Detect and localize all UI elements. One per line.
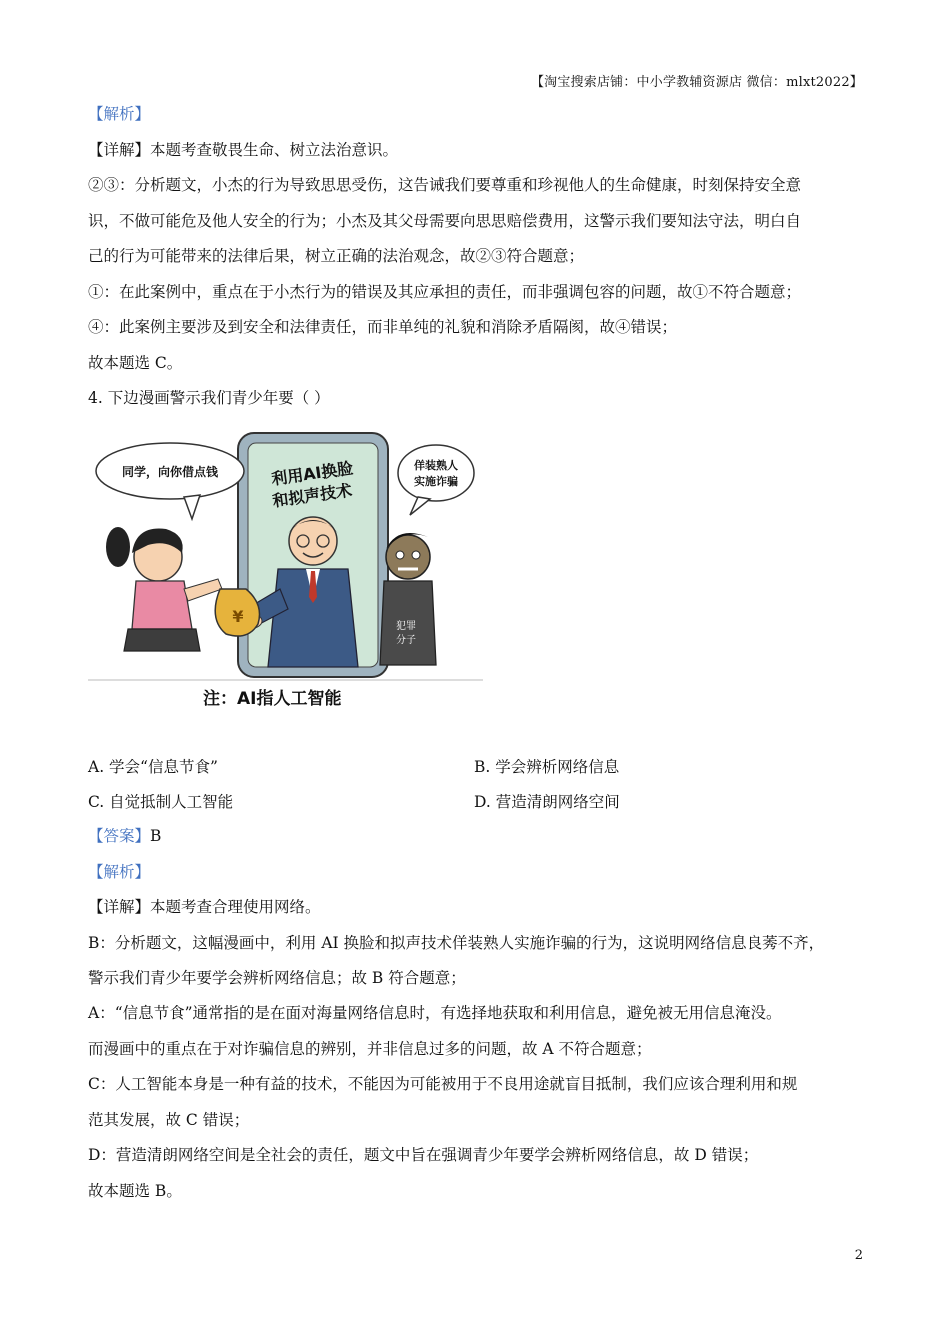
option-d: D. 营造清朗网络空间 bbox=[474, 793, 620, 811]
q3-line: ①：在此案例中，重点在于小杰行为的错误及其应承担的责任，而非强调包容的问题，故①不符合题意； bbox=[88, 283, 802, 301]
phone-title-2: 和拟声技术 bbox=[271, 480, 354, 511]
comic-note: 注：AI指人工智能 bbox=[203, 689, 342, 709]
q3-line: ④：此案例主要涉及到安全和法律责任，而非单纯的礼貌和消除矛盾隔阂，故④错误； bbox=[88, 318, 678, 336]
page-header: 【淘宝搜索店铺：中小学教辅资源店 微信：mlxt2022】 bbox=[530, 75, 863, 90]
answer-value: B bbox=[150, 827, 162, 845]
q3-line: 【详解】本题考查敬畏生命、树立法治意识。 bbox=[88, 141, 399, 159]
option-b: B. 学会辨析网络信息 bbox=[474, 758, 620, 776]
q3-line: 故本题选 C。 bbox=[88, 354, 183, 372]
phone-title-1: 利用AI换脸 bbox=[270, 458, 355, 489]
speech-bubble-right-2: 实施诈骗 bbox=[414, 475, 458, 488]
q4-line: 而漫画中的重点在于对诈骗信息的辨别，并非信息过多的问题，故 A 不符合题意； bbox=[88, 1040, 652, 1058]
option-a: A. 学会“信息节食” bbox=[88, 758, 218, 776]
q4-line: 【详解】本题考查合理使用网络。 bbox=[88, 898, 321, 916]
svg-text:¥: ¥ bbox=[232, 607, 244, 626]
q3-line: 识，不做可能危及他人安全的行为；小杰及其父母需要向思思赔偿费用，这警示我们要知法守法，明白自 bbox=[88, 212, 802, 230]
q4-line: D：营造清朗网络空间是全社会的责任，题文中旨在强调青少年要学会辨析网络信息，故 D 错误； bbox=[88, 1146, 759, 1164]
vest-label-2: 分子 bbox=[396, 635, 416, 646]
vest-label-1: 犯罪 bbox=[396, 621, 416, 632]
speech-bubble-right-1: 佯装熟人 bbox=[414, 459, 458, 472]
answer-tag: 【答案】 bbox=[88, 827, 151, 845]
q4-line: C：人工智能本身是一种有益的技术，不能因为可能被用于不良用途就盲目抵制，我们应该合理利用和规 bbox=[88, 1075, 798, 1093]
option-c: C. 自觉抵制人工智能 bbox=[88, 793, 234, 811]
page-number: 2 bbox=[854, 1248, 863, 1263]
q4-line: 范其发展，故 C 错误； bbox=[88, 1111, 250, 1129]
analysis-tag: 【解析】 bbox=[88, 863, 151, 881]
question-4: 4. 下边漫画警示我们青少年要（ ） bbox=[88, 389, 330, 407]
analysis-tag: 【解析】 bbox=[88, 105, 151, 123]
q4-line: B：分析题文，这幅漫画中，利用 AI 换脸和拟声技术佯装熟人实施诈骗的行为，这说明网络信息良莠不齐， bbox=[88, 934, 825, 952]
speech-bubble-left: 同学，向你借点钱 bbox=[121, 465, 219, 479]
answer-line bbox=[88, 824, 161, 846]
comic-illustration bbox=[88, 429, 483, 681]
q3-line: ②③：分析题文，小杰的行为导致思思受伤，这告诫我们要尊重和珍视他人的生命健康，时刻保持安全意 bbox=[88, 176, 802, 194]
q4-line: A：“信息节食”通常指的是在面对海量网络信息时，有选择地获取和利用信息，避免被无用信息淹没。 bbox=[88, 1004, 782, 1022]
q4-line: 故本题选 B。 bbox=[88, 1182, 182, 1200]
q3-line: 己的行为可能带来的法律后果，树立正确的法治观念，故②③符合题意； bbox=[88, 247, 585, 265]
q4-line: 警示我们青少年要学会辨析网络信息；故 B 符合题意； bbox=[88, 969, 466, 987]
